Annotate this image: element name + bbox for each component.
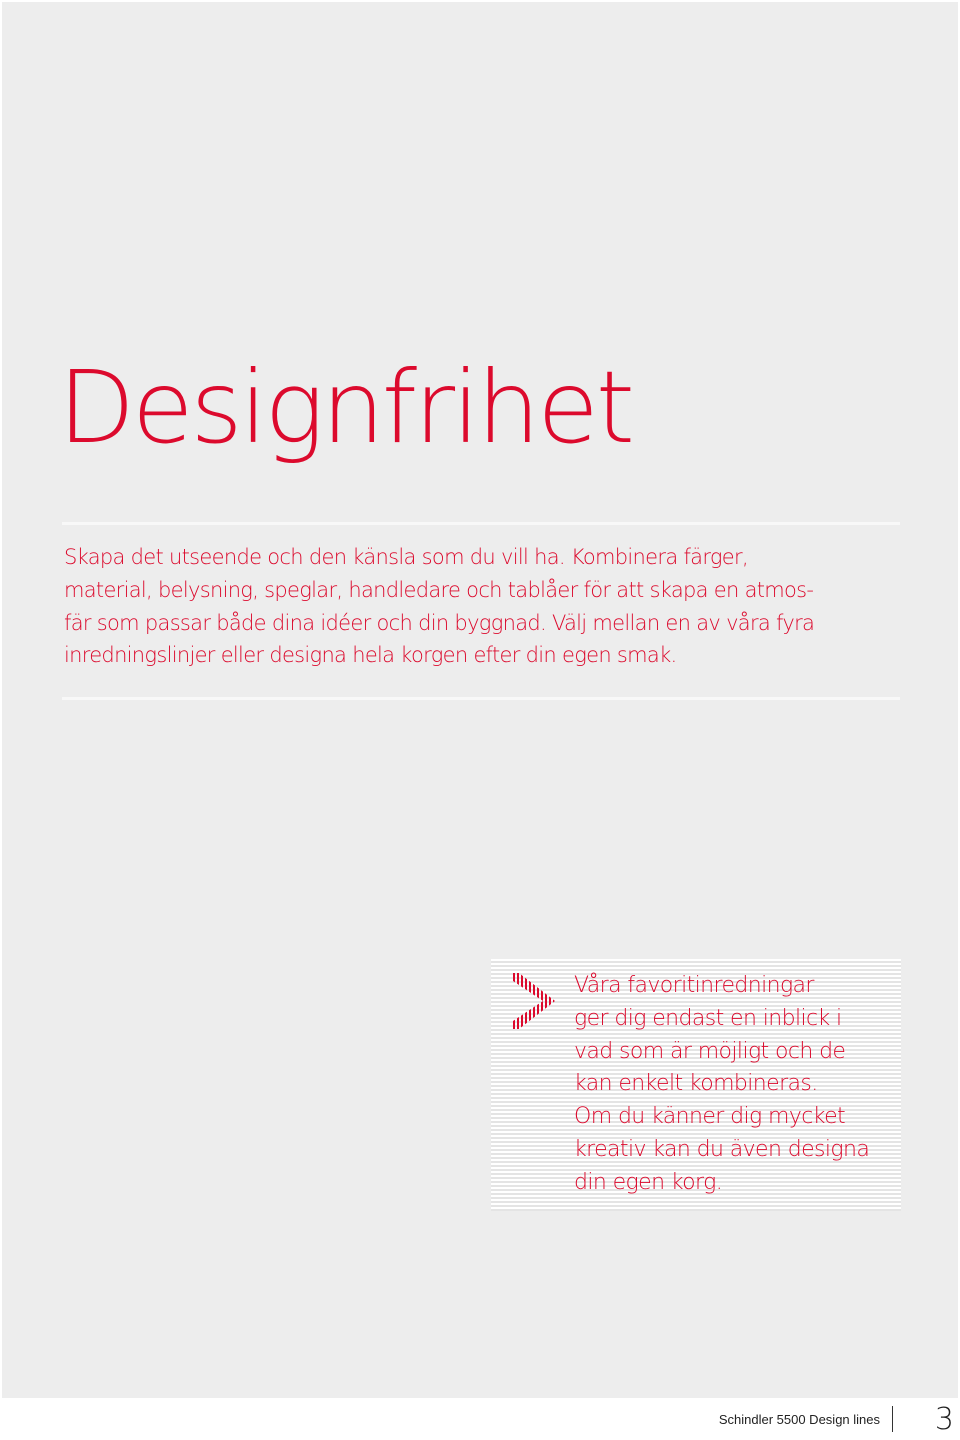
callout-line: din egen korg. [574,1169,723,1195]
footer-divider [892,1406,893,1432]
intro-paragraph [64,541,904,672]
callout-line: Våra favoritinredningar [574,973,814,998]
striped-chevron-arrow-icon [513,973,555,1029]
divider-top [62,522,900,525]
page-panel [2,2,958,1398]
callout-line: kreativ kan du även designa [574,1136,870,1162]
page-footer [0,1400,960,1440]
callout-box [491,959,901,1211]
intro-line: Skapa det utseende och den känsla som du vill ha. Kombinera färger, [64,545,748,569]
callout-line: Om du känner dig mycket [574,1104,846,1130]
page-number: 3 [934,1402,954,1437]
intro-line: material, belysning, speglar, handledare och tablåer för att skapa en atmos- [64,577,814,602]
intro-line: inredningslinjer eller designa hela korgen efter din egen smak. [64,643,677,668]
callout-line: ger dig endast en inblick i [574,1005,842,1031]
callout-line: kan enkelt kombineras. [574,1071,818,1097]
page-title: Designfrihet [58,349,633,466]
intro-line: fär som passar både dina idéer och din byggnad. Välj mellan en av våra fyra [64,610,815,635]
footer-label: Schindler 5500 Design lines [718,1412,880,1427]
callout-line: vad som är möjligt och de [574,1038,846,1064]
divider-bottom [62,697,900,700]
callout-text [574,970,869,1200]
